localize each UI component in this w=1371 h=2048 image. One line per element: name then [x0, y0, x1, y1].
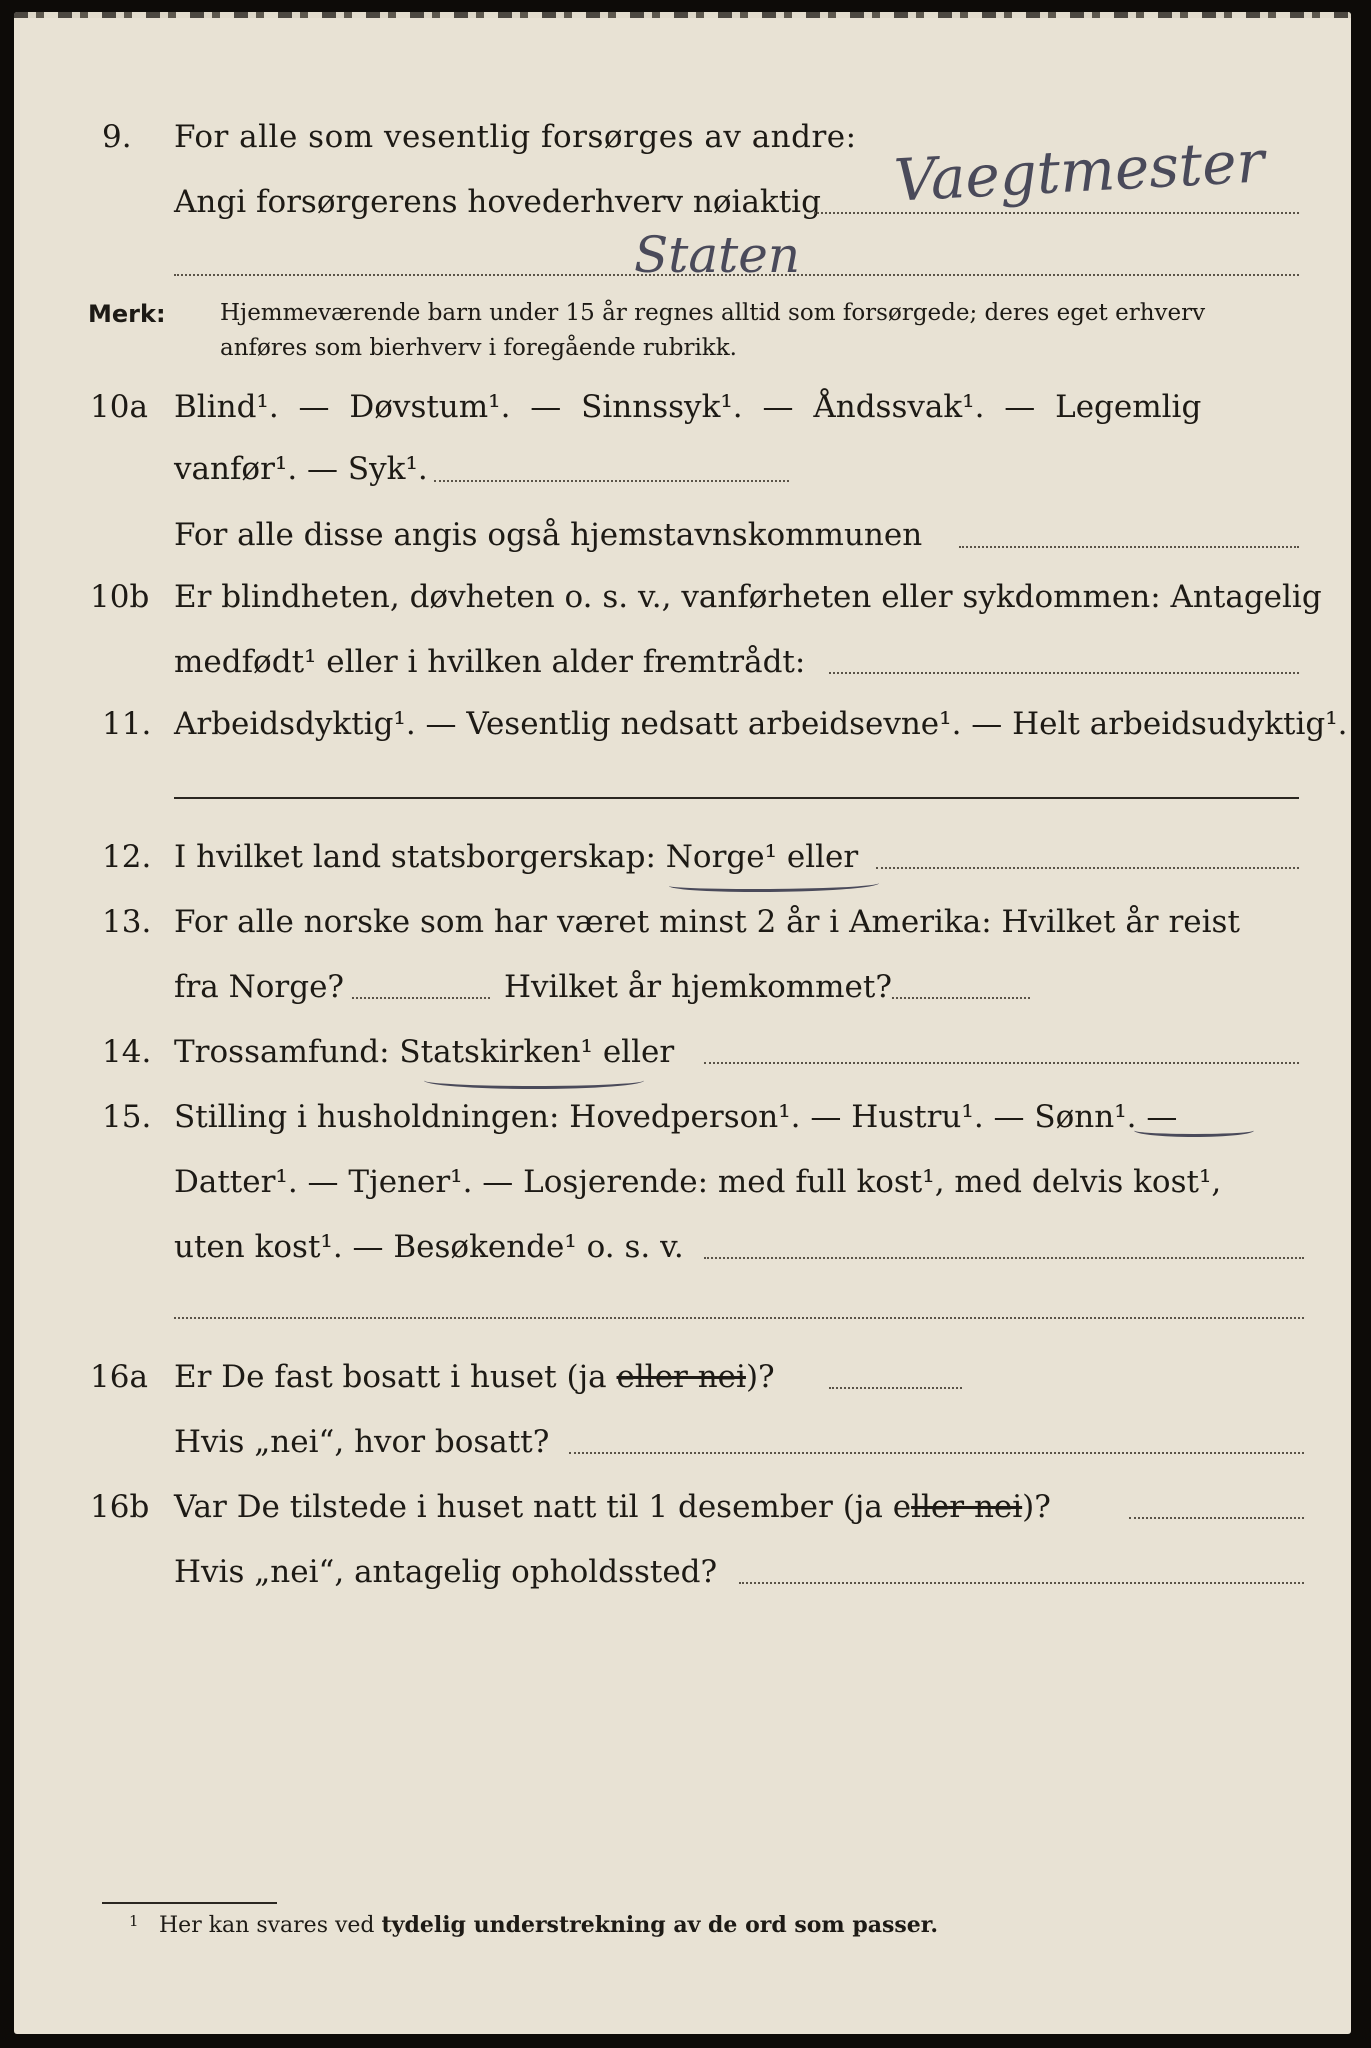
census-form-page: [14, 12, 1351, 2034]
q16a-line1-c: )?: [745, 1359, 775, 1395]
q11-line1: Arbeidsdyktig¹. — Vesentlig nedsatt arbeidsevne¹. — Helt arbeidsudyktig¹.: [174, 706, 1348, 742]
q16a-number: 16a: [90, 1359, 148, 1395]
q10a-line1: Blind¹. — Døvstum¹. — Sinnssyk¹. — Åndssvak¹. — Legemlig: [174, 389, 1202, 425]
q13-line2b: Hvilket år hjemkommet?: [504, 969, 892, 1005]
q15-answer-line: [704, 1257, 1304, 1259]
q9-line2: Angi forsørgerens hovederhverv nøiaktig: [174, 184, 821, 220]
footnote-rule: [102, 1902, 277, 1904]
merk-line2: anføres som bierhverv i foregående rubrikk.: [220, 335, 737, 361]
footnote-text: [159, 1912, 938, 1938]
q10b-number: 10b: [90, 579, 150, 615]
q10a-answer-line: [434, 480, 789, 482]
q16a-answer-line: [829, 1387, 962, 1389]
q9-answer-line1: [814, 212, 1299, 214]
q15-line2: Datter¹. — Tjener¹. — Losjerende: med full kost¹, med delvis kost¹,: [174, 1164, 1222, 1200]
q16b-number: 16b: [90, 1489, 150, 1525]
q10a-line2: vanfør¹. — Syk¹.: [174, 451, 428, 487]
q11-answer-line: [174, 797, 1299, 799]
q16b-line1: [174, 1489, 1051, 1525]
q13-departure-line: [352, 997, 490, 999]
q10a-line3: For alle disse angis også hjemstavnskommunen: [174, 517, 923, 553]
q12-answer-line: [876, 867, 1299, 869]
footnote-text-b: tydelig understrekning av de ord som passer.: [381, 1912, 939, 1938]
q15-line3: uten kost¹. — Besøkende¹ o. s. v.: [174, 1229, 684, 1265]
q14-answer-line: [704, 1062, 1299, 1064]
q16b-struck-option: ller nei: [911, 1489, 1023, 1525]
q15-number: 15.: [102, 1099, 152, 1135]
q16b-location-line: [739, 1582, 1304, 1584]
q14-number: 14.: [102, 1034, 152, 1070]
q12-number: 12.: [102, 839, 152, 875]
q13-line1: For alle norske som har været minst 2 år i Amerika: Hvilket år reist: [174, 904, 1240, 940]
q16a-line2: Hvis „nei“, hvor bosatt?: [174, 1424, 550, 1460]
q12-line1: I hvilket land statsborgerskap: Norge¹ eller: [174, 839, 859, 875]
q16b-answer-line: [1129, 1517, 1304, 1519]
q15-underline-mark: [1134, 1124, 1254, 1137]
merk-label: Merk:: [88, 300, 166, 328]
q9-handwritten-occupation: Vaegtmester: [892, 127, 1266, 215]
q9-line1: For alle som vesentlig forsørges av andre:: [174, 119, 857, 155]
footnote-mark: 1: [129, 1912, 139, 1930]
q9-number: 9.: [102, 119, 132, 155]
q16a-line1: [174, 1359, 775, 1395]
q13-number: 13.: [102, 904, 152, 940]
q12-underline-mark: [669, 877, 879, 892]
q10b-line1: Er blindheten, døvheten o. s. v., vanførheten eller sykdommen: Antagelig: [174, 579, 1322, 615]
q14-line1: Trossamfund: Statskirken¹ eller: [174, 1034, 675, 1070]
footnote-text-a: Her kan svares ved: [159, 1913, 382, 1938]
q10b-answer-line: [829, 672, 1299, 674]
q10a-municipality-line: [959, 546, 1299, 548]
q15-line1: Stilling i husholdningen: Hovedperson¹. — Hustru¹. — Sønn¹. —: [174, 1099, 1178, 1135]
q13-return-line: [892, 997, 1030, 999]
merk-line1: Hjemmeværende barn under 15 år regnes alltid som forsørgede; deres eget erhverv: [220, 300, 1206, 326]
q15-answer-line2: [174, 1317, 1304, 1319]
q16b-line2: Hvis „nei“, antagelig opholdssted?: [174, 1554, 718, 1590]
scan-edge: [14, 12, 1351, 18]
q16b-line1-c: )?: [1022, 1489, 1051, 1525]
q10b-line2: medfødt¹ eller i hvilken alder fremtrådt:: [174, 644, 806, 680]
q16a-line1-a: Er De fast bosatt i huset (ja: [174, 1359, 617, 1395]
q16a-struck-option: eller nei: [616, 1359, 746, 1395]
q16b-line1-a: Var De tilstede i huset natt til 1 desember (ja e: [174, 1489, 912, 1525]
q11-number: 11.: [102, 706, 152, 742]
q13-line2a: fra Norge?: [174, 969, 345, 1005]
q9-handwritten-employer: Staten: [634, 226, 801, 284]
q14-underline-mark: [424, 1072, 644, 1089]
q10a-number: 10a: [90, 389, 148, 425]
q16a-residence-line: [569, 1452, 1304, 1454]
